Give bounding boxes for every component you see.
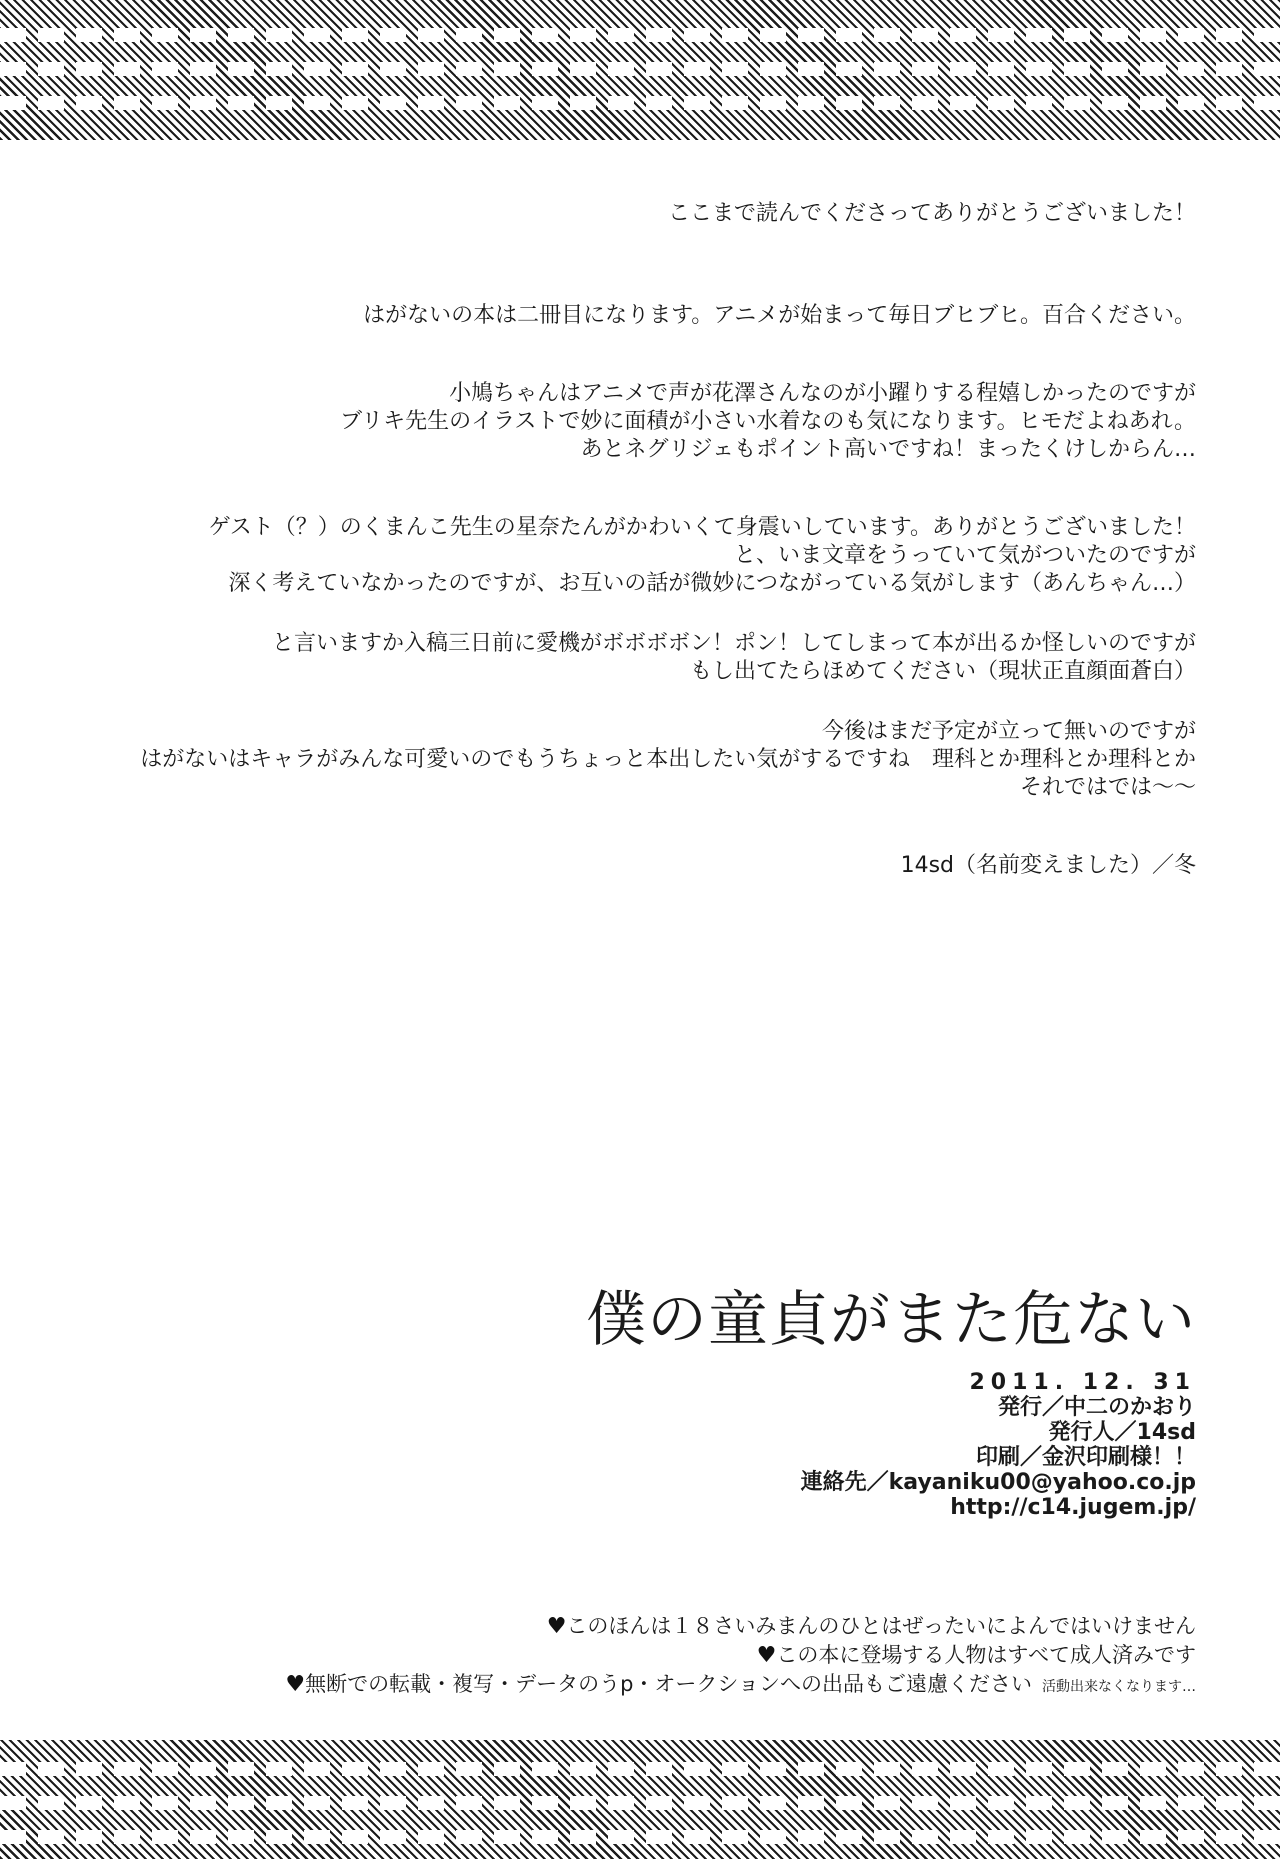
- contact-email: 連絡先／kayaniku00@yahoo.co.jp: [800, 1470, 1196, 1495]
- heart-icon: ♥: [756, 1643, 777, 1668]
- afterword-line: それではでは〜〜: [1019, 775, 1196, 800]
- bottom-band-stripe-1: [0, 1762, 1280, 1776]
- afterword-line: あとネグリジェもポイント高いですね！まったくけしからん…: [580, 437, 1196, 462]
- top-pattern-band: [0, 0, 1280, 140]
- afterword-line: 今後はまだ予定が立って無いのですが: [821, 719, 1196, 744]
- afterword-line: もし出てたらほめてください（現状正直顔面蒼白）: [689, 659, 1196, 684]
- afterword-line: ここまで読んでくださってありがとうございました！: [667, 201, 1196, 226]
- publish-date: 2011. 12. 31: [969, 1370, 1196, 1395]
- notice-note: 活動出来なくなります…: [1042, 1679, 1196, 1695]
- notice-text: 無断での転載・複写・データのうp・オークションへの出品もご遠慮ください: [305, 1672, 1032, 1696]
- afterword-line: ブリキ先生のイラストで妙に面積が小さい水着なのも気になります。ヒモだよねあれ。: [339, 409, 1196, 434]
- top-band-stripe-2: [0, 62, 1280, 76]
- bottom-band-stripe-2: [0, 1796, 1280, 1810]
- book-title: 僕の童貞がまた危ない: [586, 1285, 1196, 1355]
- issuer: 発行人／14sd: [1048, 1420, 1196, 1445]
- afterword-line: と言いますか入稿三日前に愛機がボボボボン！ポン！してしまって本が出るか怪しいのですが: [271, 631, 1196, 656]
- afterword-line: と、いま文章をうっていて気がついたのですが: [733, 543, 1196, 568]
- afterword-line: はがないの本は二冊目になります。アニメが始まって毎日ブヒブヒ。百合ください。: [363, 303, 1196, 328]
- notices: [285, 1612, 1196, 1701]
- afterword-line: 小鳩ちゃんはアニメで声が花澤さんなのが小躍りする程嬉しかったのですが: [449, 381, 1196, 406]
- top-band-stripe-1: [0, 28, 1280, 42]
- bottom-band-stripe-3: [0, 1830, 1280, 1844]
- notice-no-reproduction: [285, 1670, 1196, 1701]
- notice-adults: [285, 1641, 1196, 1670]
- afterword-line: 深く考えていなかったのですが、お互いの話が微妙につながっている気がします（あんちゃん…）: [228, 571, 1196, 596]
- bottom-pattern-band: [0, 1740, 1280, 1859]
- notice-text: このほんは１８さいみまんのひとはぜったいによんではいけません: [566, 1614, 1196, 1638]
- heart-icon: ♥: [546, 1614, 567, 1639]
- afterword-signature: 14sd（名前変えました）／冬: [900, 853, 1196, 878]
- afterword-line: はがないはキャラがみんな可愛いのでもうちょっと本出したい気がするですね 理科とか理科とか理科とか: [140, 747, 1196, 772]
- afterword-text: [16, 200, 1196, 880]
- printer: 印刷／金沢印刷様！！: [975, 1445, 1196, 1470]
- notice-text: この本に登場する人物はすべて成人済みです: [776, 1643, 1196, 1667]
- colophon: [586, 1280, 1196, 1520]
- heart-icon: ♥: [285, 1672, 306, 1697]
- publisher: 発行／中二のかおり: [997, 1395, 1196, 1420]
- top-band-stripe-3: [0, 96, 1280, 110]
- notice-age-restriction: [285, 1612, 1196, 1641]
- afterword-line: ゲスト（？）のくまんこ先生の星奈たんがかわいくて身震いしています。ありがとうございました！: [208, 515, 1196, 540]
- website-url: http://c14.jugem.jp/: [950, 1495, 1196, 1520]
